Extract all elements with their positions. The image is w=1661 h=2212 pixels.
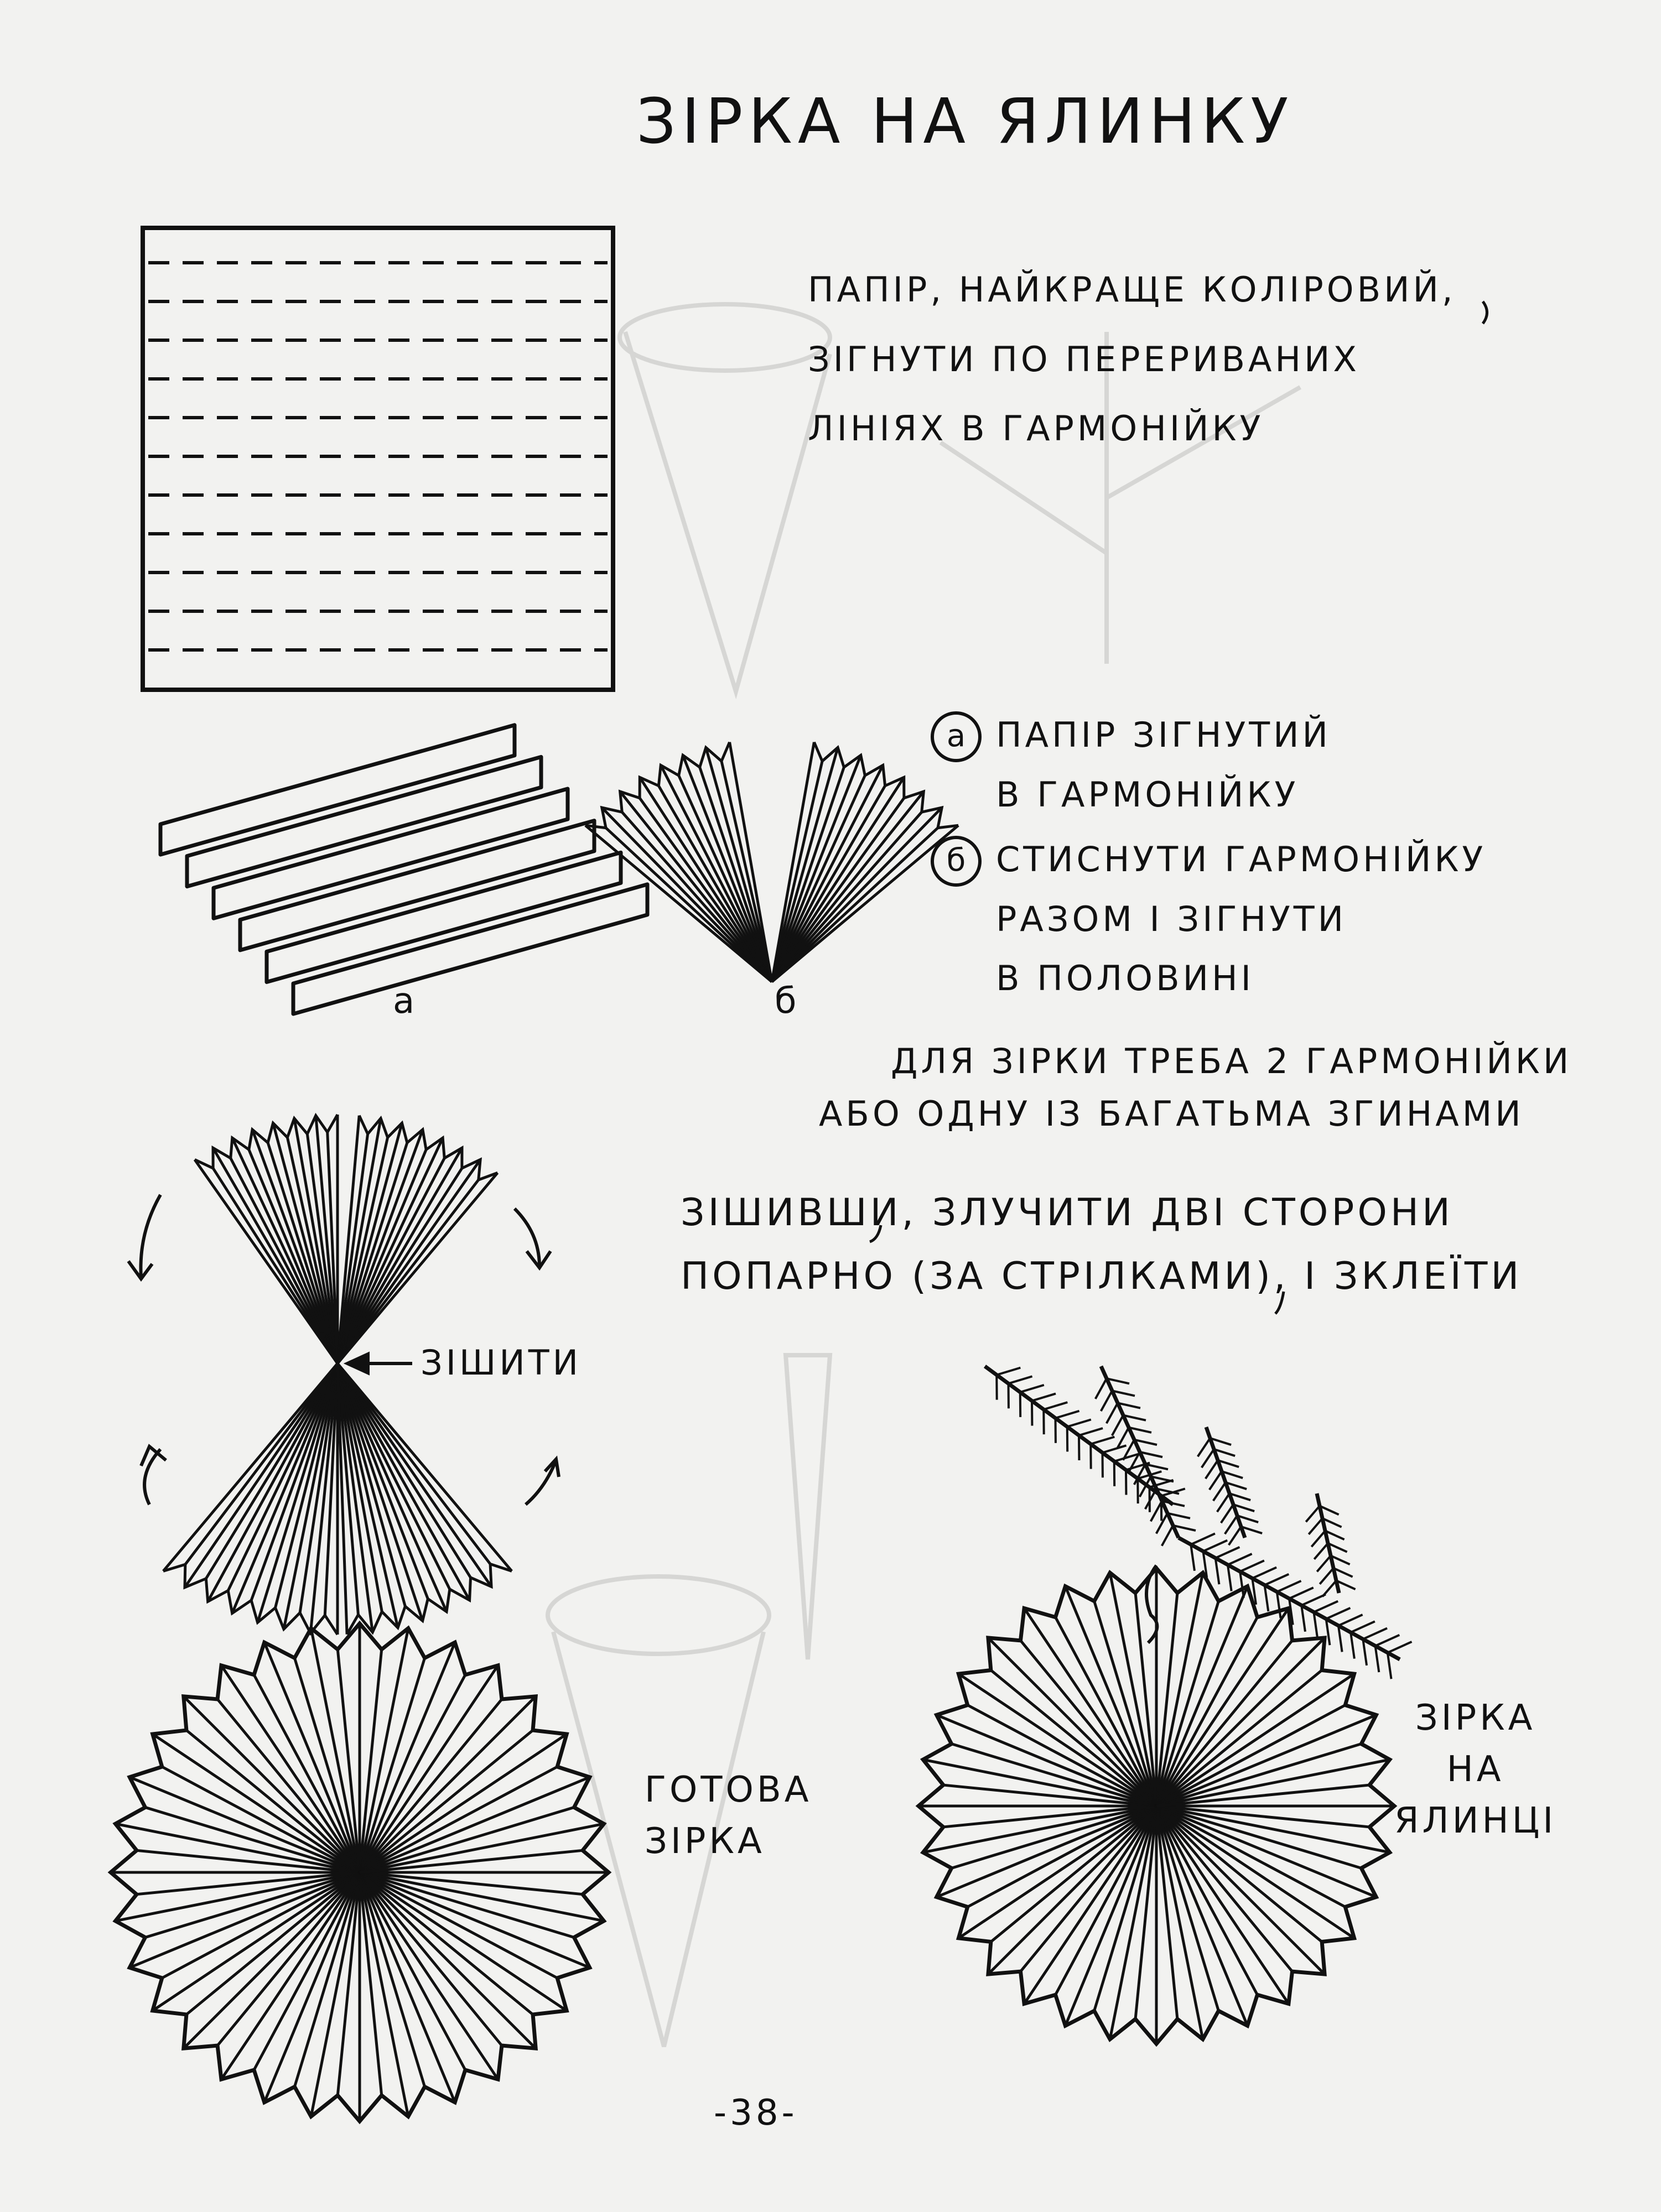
step-marker: а xyxy=(931,711,982,762)
branch-needle xyxy=(1320,1568,1333,1584)
branch-needle xyxy=(1216,1547,1240,1558)
step-line: ПАПІР ЗІГНУТИЙ xyxy=(996,715,1331,755)
steps xyxy=(946,714,1487,1022)
fan-rib xyxy=(338,1173,497,1363)
join-line: ПОПАРНО (ЗА СТРІЛКАМИ), І ЗКЛЕЇТИ xyxy=(681,1255,1523,1298)
branch-needle xyxy=(1044,1402,1067,1409)
label-a: а xyxy=(393,981,418,1022)
branch-needle xyxy=(1009,1376,1032,1383)
step-line: В ПОЛОВИНІ xyxy=(996,958,1254,998)
branch-needle xyxy=(1351,1621,1375,1632)
fan-rib xyxy=(338,1363,491,1586)
star-rib xyxy=(1156,1670,1322,1806)
star-rib xyxy=(360,1730,533,1872)
branch-needle xyxy=(1277,1581,1301,1592)
branch-needle xyxy=(1229,1527,1241,1545)
branch-needle xyxy=(1191,1533,1215,1544)
accordion-fold xyxy=(240,821,594,950)
branch-needle xyxy=(1338,1615,1363,1626)
star-rib xyxy=(1020,1806,1156,1971)
fan-rib xyxy=(585,825,772,982)
branch-needle xyxy=(996,1368,1020,1375)
branch-needle xyxy=(1091,1437,1114,1444)
ready-line: ГОТОВА xyxy=(645,1769,812,1810)
branch-needle xyxy=(1107,1403,1118,1423)
branch-needle xyxy=(1217,1493,1229,1512)
tree-star xyxy=(918,1568,1394,2044)
star-rib xyxy=(1020,1641,1156,1806)
branch-needle xyxy=(1096,1378,1107,1399)
star-rib xyxy=(217,1872,360,2046)
branch-needle xyxy=(1151,1501,1162,1522)
branch-needle xyxy=(1162,1526,1173,1546)
branch-needle xyxy=(1079,1428,1103,1435)
branch-needle xyxy=(1252,1568,1276,1579)
page-number: -38- xyxy=(714,2093,798,2133)
branch-needle xyxy=(1210,1471,1222,1490)
accordion-fold xyxy=(187,757,541,886)
folded-fan xyxy=(585,742,958,982)
page-title: ЗІРКА НА ЯЛИНКУ xyxy=(636,86,1294,158)
branch-needle xyxy=(1306,1506,1320,1522)
branch-needle xyxy=(1145,1488,1156,1509)
fan-rib xyxy=(185,1363,338,1564)
branch-needle xyxy=(1314,1543,1328,1559)
tree-branch xyxy=(985,1366,1412,1679)
branch-needle xyxy=(1225,1516,1237,1534)
instruction-line: ПАПІР, НАЙКРАЩЕ КОЛІРОВИЙ, xyxy=(808,269,1456,310)
star-rib xyxy=(186,1730,360,1872)
branch-needle xyxy=(1240,1560,1264,1571)
branch-needle xyxy=(1326,1608,1351,1619)
fan-rib xyxy=(213,1168,338,1363)
tree-line: ЯЛИНЦІ xyxy=(1394,1800,1557,1841)
branch-needle xyxy=(1363,1628,1387,1640)
fan-rib xyxy=(338,1168,462,1363)
step-line: РАЗОМ І ЗІГНУТИ xyxy=(996,898,1347,939)
branch-needle xyxy=(1067,1419,1091,1427)
branch-needle xyxy=(1388,1642,1412,1653)
fan-rib xyxy=(338,1130,423,1363)
branch-needle xyxy=(1317,1556,1331,1572)
branch-needle xyxy=(1314,1601,1338,1612)
branch-needle xyxy=(1032,1393,1056,1401)
branch-needle xyxy=(1020,1385,1044,1392)
star-rib xyxy=(186,1872,360,2015)
star-rib xyxy=(991,1670,1156,1806)
accordion-paper xyxy=(160,725,647,1014)
ready-star xyxy=(111,1623,609,2121)
branch-needle xyxy=(1289,1588,1314,1599)
step-a xyxy=(946,714,1486,816)
ready-line: ЗІРКА xyxy=(645,1820,765,1862)
branch-needle xyxy=(1112,1415,1123,1436)
branch-needle xyxy=(1213,1482,1226,1501)
branch-needle xyxy=(1375,1635,1400,1646)
branch-needle xyxy=(1103,1445,1127,1453)
fan-rib xyxy=(772,775,865,982)
star-rib xyxy=(1156,1806,1322,1942)
join-line: ЗІШИВШИ, ЗЛУЧИТИ ДВІ СТОРОНИ xyxy=(681,1191,1454,1235)
star-rib xyxy=(360,1872,502,2046)
tree-line: НА xyxy=(1446,1748,1504,1790)
ready-star-label xyxy=(645,1765,812,1867)
star-rib xyxy=(1156,1806,1293,1971)
tree-line: ЗІРКА xyxy=(1415,1698,1536,1739)
branch-needle xyxy=(1206,1460,1218,1479)
branch-needle xyxy=(1056,1411,1079,1418)
fan-rib xyxy=(772,825,958,982)
star-rib xyxy=(991,1806,1156,1942)
star-rib xyxy=(217,1699,360,1872)
step-marker: б xyxy=(931,836,982,887)
fan-rib xyxy=(679,775,772,982)
branch-needle xyxy=(1228,1554,1252,1565)
note-line: АБО ОДНУ ІЗ БАГАТЬМА ЗГИНАМИ xyxy=(819,1094,1524,1134)
branch-needle xyxy=(1322,1581,1336,1597)
step-line: В ГАРМОНІЙКУ xyxy=(996,774,1299,815)
branch-needle xyxy=(1118,1428,1129,1448)
star-rib xyxy=(360,1872,533,2015)
fan-rib xyxy=(772,777,904,982)
sew-label: ЗІШИТИ xyxy=(421,1342,582,1383)
step-line: СТИСНУТИ ГАРМОНІЙКУ xyxy=(996,839,1487,879)
branch-needle xyxy=(1311,1531,1325,1547)
instruction-line: ЛІНІЯХ В ГАРМОНІЙКУ xyxy=(808,408,1264,449)
star-rib xyxy=(360,1699,502,1872)
star-rib xyxy=(1156,1641,1293,1806)
paper-sheet xyxy=(143,228,613,690)
label-b: б xyxy=(775,981,800,1022)
branch-needle xyxy=(1203,1540,1227,1552)
instructions xyxy=(808,268,1456,477)
branch-needle xyxy=(1101,1391,1112,1411)
fan-rib xyxy=(252,1130,338,1363)
step-b xyxy=(946,838,1487,1000)
branch-needle xyxy=(1198,1438,1210,1456)
accordion-fold xyxy=(293,884,647,1014)
instruction-line: ЗІГНУТИ ПО ПЕРЕРИВАНИХ xyxy=(808,339,1360,379)
branch-needle xyxy=(1309,1518,1322,1534)
accordion-fold xyxy=(214,789,568,918)
branch-needle xyxy=(1202,1449,1214,1467)
accordion-fold xyxy=(267,852,621,982)
branch-needle xyxy=(1221,1505,1233,1523)
star-on-tree-label xyxy=(1394,1693,1556,1846)
accordion-fold xyxy=(160,725,515,855)
note-line: ДЛЯ ЗІРКИ ТРЕБА 2 ГАРМОНІЙКИ xyxy=(891,1041,1572,1081)
fan-rib xyxy=(640,777,772,982)
branch-needle xyxy=(1265,1574,1289,1585)
sew-arrow xyxy=(347,1354,412,1373)
